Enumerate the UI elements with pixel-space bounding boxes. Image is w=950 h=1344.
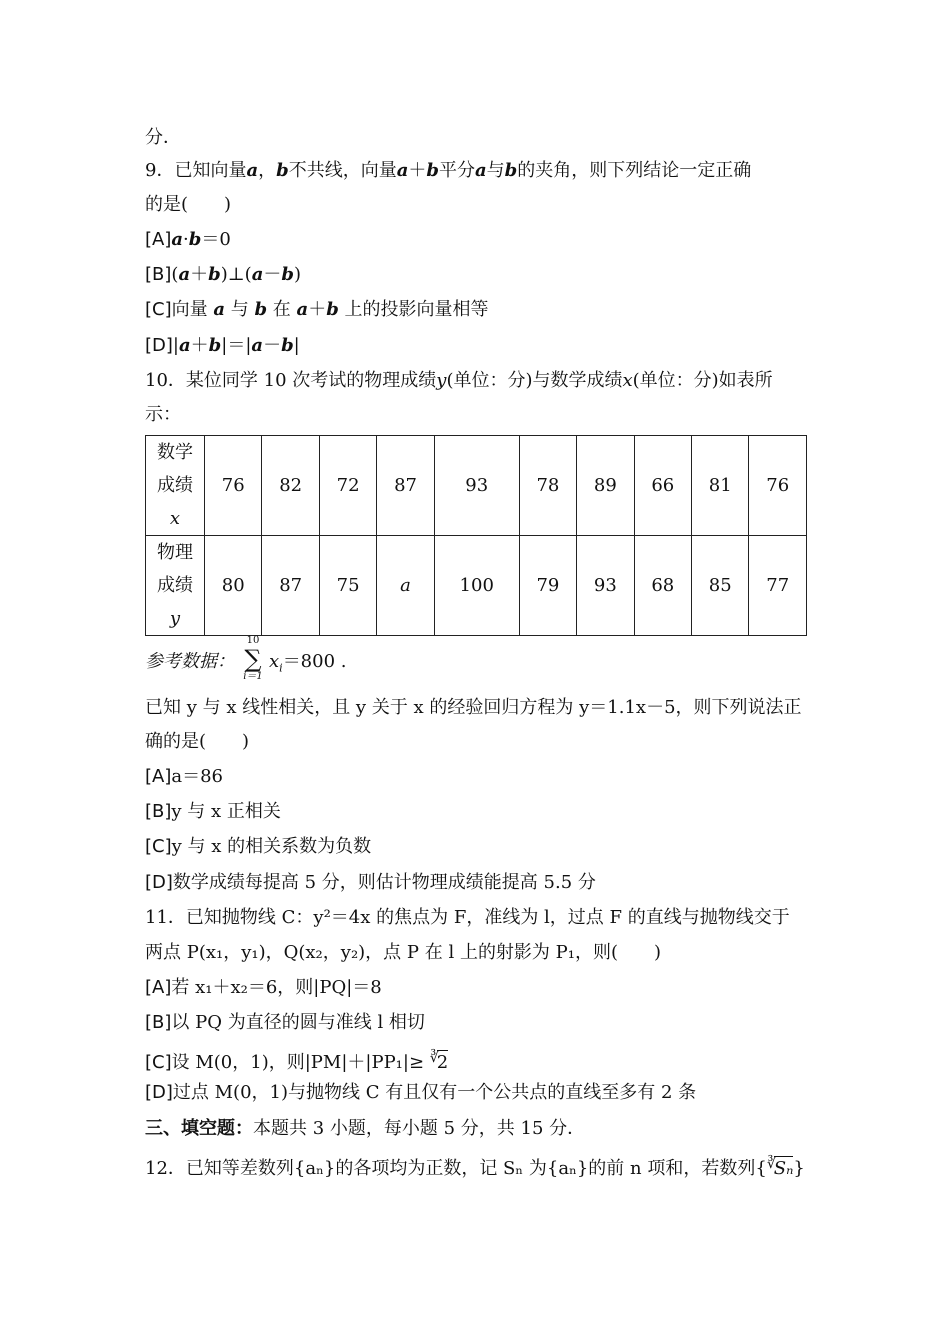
table-cell: 68 [634, 536, 691, 636]
row-head-math: 数学 成绩 x [146, 436, 205, 536]
table-cell: 66 [634, 436, 691, 536]
q10-stem-line1: 10．某位同学 10 次考试的物理成绩y(单位：分)与数学成绩x(单位：分)如表所 [145, 370, 773, 391]
table-cell: 85 [692, 536, 749, 636]
table-cell: 93 [434, 436, 519, 536]
q10-condition-line1: 已知 y 与 x 线性相关，且 y 关于 x 的经验回归方程为 y＝1.1x－5，则下列说法正 [145, 697, 802, 718]
q11-option-d[interactable]: [D]过点 M(0，1)与抛物线 C 有且仅有一个公共点的直线至多有 2 条 [145, 1082, 697, 1103]
scores-table [145, 435, 807, 636]
table-cell: 93 [577, 536, 634, 636]
q11-stem-line1: 11．已知抛物线 C：y²＝4x 的焦点为 F，准线为 l，过点 F 的直线与抛物线交于 [145, 907, 790, 928]
top-fragment: 分． [145, 127, 181, 148]
table-row-math [146, 436, 807, 536]
table-cell: 78 [519, 436, 576, 536]
q11-stem-line2: 两点 P(x₁，y₁)，Q(x₂，y₂)，点 P 在 l 上的射影为 P₁，则( ) [145, 942, 662, 963]
row-head-physics: 物理 成绩 y [146, 536, 205, 636]
q10-stem-line2: 示： [145, 404, 181, 425]
q10-option-b[interactable]: [B]y 与 x 正相关 [145, 801, 281, 822]
table-cell: 75 [319, 536, 376, 636]
ref-label: 参考数据： [145, 651, 235, 672]
q11-option-b[interactable]: [B]以 PQ 为直径的圆与准线 l 相切 [145, 1012, 425, 1033]
table-cell: 89 [577, 436, 634, 536]
table-cell: 82 [262, 436, 319, 536]
cube-root-icon: ∛ [766, 1156, 776, 1172]
sum-expression: $x_i=800$ . [269, 651, 347, 675]
section3-line: 三、填空题：本题共 3 小题，每小题 5 分，共 15 分． [145, 1118, 586, 1139]
sum-symbol: 10 ∑ i＝1 [243, 635, 263, 682]
q10-option-a[interactable]: [A]a＝86 [145, 766, 223, 787]
q12-stem: 12．已知等差数列{aₙ}的各项均为正数，记 Sₙ 为{aₙ}的前 n 项和，若数列{∛Sₙ} [145, 1156, 805, 1179]
q9-option-d[interactable]: [D]|a＋b|＝|a－b| [145, 335, 300, 356]
q10-option-c[interactable]: [C]y 与 x 的相关系数为负数 [145, 836, 372, 857]
q9-option-c[interactable]: [C]向量 a 与 b 在 a＋b 上的投影向量相等 [145, 299, 489, 320]
table-cell: a [377, 536, 434, 636]
table-cell: 80 [205, 536, 262, 636]
q9-option-a[interactable]: [A]a·b＝0 [145, 229, 231, 250]
q10-condition-line2: 确的是( ) [145, 731, 250, 752]
table-row-physics [146, 536, 807, 636]
q11-option-c[interactable]: [C]设 M(0，1)，则|PM|＋|PP₁|≥ ∛2 [145, 1050, 449, 1073]
q9-option-b[interactable]: [B](a＋b)⊥(a－b) [145, 264, 301, 285]
table-cell: 87 [262, 536, 319, 636]
table-cell: 81 [692, 436, 749, 536]
table-cell: 100 [434, 536, 519, 636]
table-cell: 76 [749, 436, 807, 536]
q9-stem-line2: 的是( ) [145, 194, 232, 215]
q9-stem-line1: 9．已知向量a，b不共线，向量a＋b平分a与b的夹角，则下列结论一定正确 [145, 160, 752, 181]
cube-root-icon: ∛ [429, 1050, 439, 1066]
table-cell: 72 [319, 436, 376, 536]
q10-option-d[interactable]: [D]数学成绩每提高 5 分，则估计物理成绩能提高 5.5 分 [145, 872, 596, 893]
q11-option-a[interactable]: [A]若 x₁＋x₂＝6，则|PQ|＝8 [145, 977, 382, 998]
table-cell: 87 [377, 436, 434, 536]
table-cell: 76 [205, 436, 262, 536]
table-cell: 77 [749, 536, 807, 636]
table-cell: 79 [519, 536, 576, 636]
